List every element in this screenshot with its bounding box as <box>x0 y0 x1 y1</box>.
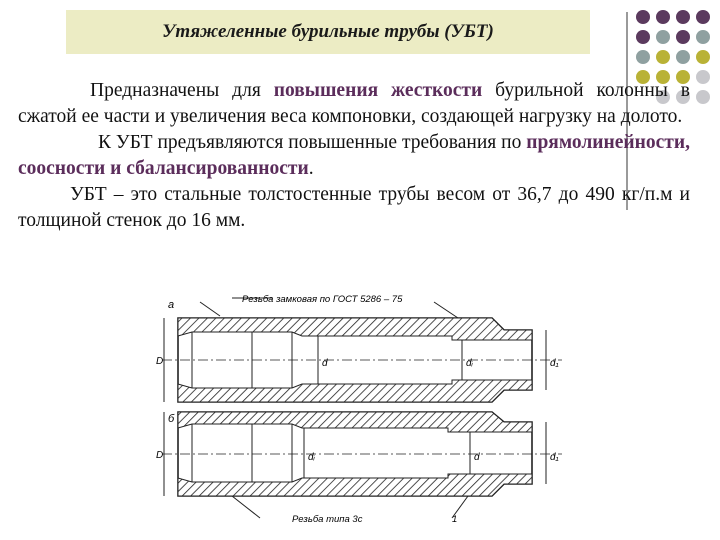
caption-leader-b1 <box>232 496 260 518</box>
dot <box>696 10 710 24</box>
drill-collar-drawing <box>152 288 572 533</box>
dim-D-b: D <box>156 450 164 461</box>
slide-title: Утяжеленные бурильные трубы (УБТ) <box>162 21 494 42</box>
highlight-requirements: прямолинейности, соосности и сбалансированности <box>18 132 690 179</box>
paragraph-requirements-end: . <box>308 158 314 179</box>
dot <box>656 50 670 64</box>
collar-b <box>162 412 562 496</box>
dim-d-a: d <box>322 358 328 369</box>
dot <box>676 30 690 44</box>
paragraph-requirements-start: К УБТ предъявляются повышенные требования по <box>98 132 527 153</box>
dot <box>636 50 650 64</box>
dim-d-b: d <box>474 452 480 463</box>
paragraph-purpose-end: бурильной колонны в сжатой ее части и увеличения веса компоновки, создающей нагрузку на долото. <box>18 80 690 127</box>
title-banner <box>66 10 590 54</box>
dot <box>636 30 650 44</box>
caption-bottom: Резьба типа 3с <box>292 514 363 525</box>
dot <box>676 50 690 64</box>
caption-top: Резьба замковая по ГОСТ 5286 – 75 <box>242 294 403 305</box>
dim-D-a: D <box>156 356 164 367</box>
paragraph-purpose-start: Предназначены для <box>90 80 274 101</box>
dot <box>696 30 710 44</box>
body-text <box>18 78 690 234</box>
caption-leader-a2 <box>434 302 458 318</box>
highlight-stiffness: повышения жесткости <box>273 80 483 101</box>
label-a: а <box>168 299 175 311</box>
leader-number-1: 1 <box>452 514 458 525</box>
dot <box>696 50 710 64</box>
paragraph-purpose <box>18 78 690 130</box>
label-b: б <box>168 413 175 425</box>
dot <box>636 10 650 24</box>
dim-d1-b: d₁ <box>550 452 559 463</box>
dim-d1-a: d₁ <box>550 358 559 369</box>
dot <box>696 90 710 104</box>
dot <box>676 10 690 24</box>
dim-dI-b: dᵢ <box>308 452 315 463</box>
dot <box>656 30 670 44</box>
dot <box>656 10 670 24</box>
collar-a <box>162 318 562 402</box>
paragraph-requirements <box>18 130 690 182</box>
dim-dI-a: dᵢ <box>466 358 473 369</box>
paragraph-definition: УБТ – это стальные толстостенные трубы весом от 36,7 до 490 кг/п.м и толщиной стенок до 16 мм. <box>18 184 690 231</box>
dot <box>696 70 710 84</box>
caption-leader-a1 <box>200 302 220 316</box>
